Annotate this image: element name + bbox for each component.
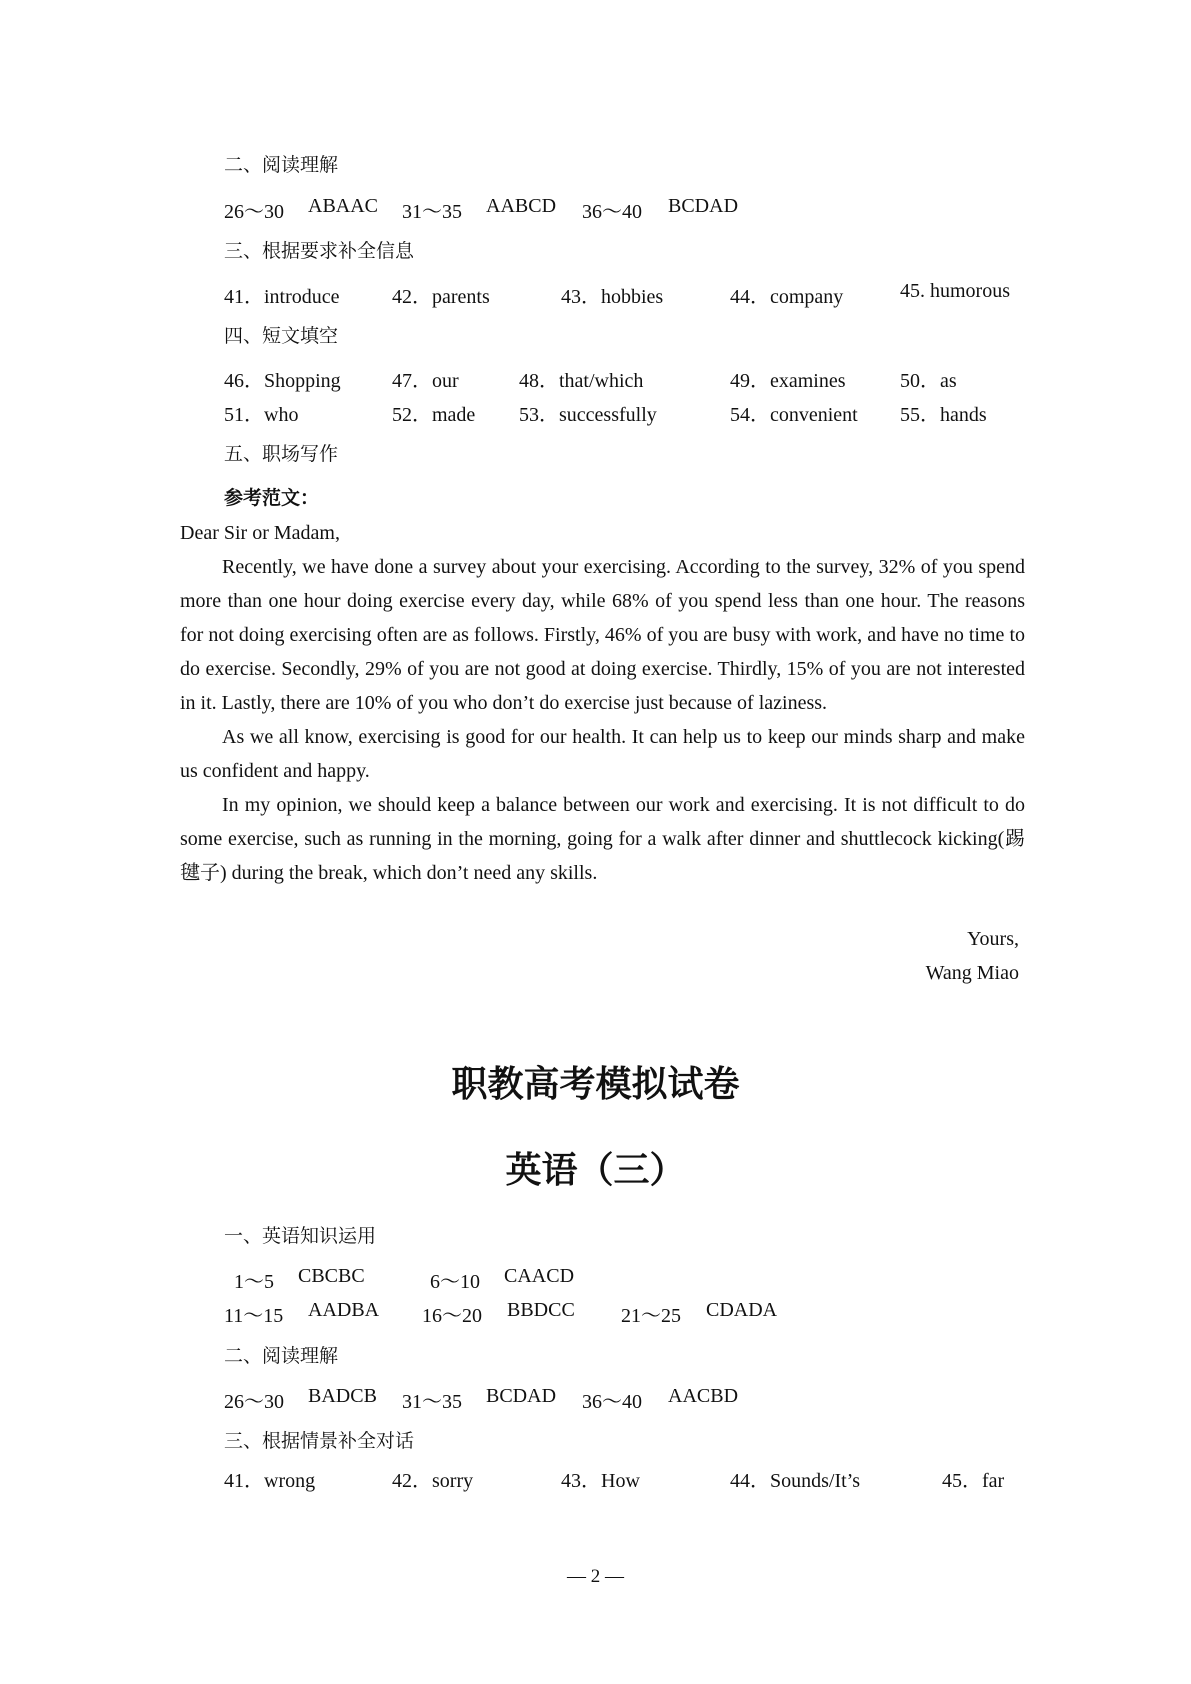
knowledge-heading: 一、英语知识运用	[224, 1225, 377, 1247]
answer-item: 45. humorous	[900, 280, 1010, 302]
info-heading: 三、根据要求补全信息	[224, 240, 415, 262]
answer-item: 44．company	[730, 286, 844, 308]
answer-item: 42．sorry	[392, 1470, 474, 1492]
answer-item: 53．successfully	[519, 404, 657, 426]
answer-range: 26～30	[224, 201, 284, 223]
exam-title: 职教高考模拟试卷	[451, 1063, 740, 1105]
answer-item: 50．as	[900, 370, 957, 392]
exam-subtitle: 英语（三）	[505, 1149, 686, 1191]
answer-item: 44．Sounds/It’s	[730, 1470, 861, 1492]
answer-range: 26～30	[224, 1391, 284, 1413]
writing-heading: 五、职场写作	[224, 443, 339, 465]
answer-item: 48．that/which	[519, 370, 644, 392]
signature: Wang Miao	[925, 962, 1019, 984]
answer-item: 51．who	[224, 404, 299, 426]
sample-label: 参考范文：	[224, 487, 320, 509]
sample-essay	[180, 516, 1025, 890]
answer-item: 46．Shopping	[224, 370, 341, 392]
answer-item: 43．hobbies	[561, 286, 664, 308]
answer-range: 31～35	[402, 201, 462, 223]
answer-range: 31～35	[402, 1391, 462, 1413]
answer-item: 54．convenient	[730, 404, 858, 426]
answer-range: 36～40	[582, 201, 642, 223]
answer-item: 47．our	[392, 370, 459, 392]
answer-key: AACBD	[668, 1385, 739, 1407]
answer-item: 49．examines	[730, 370, 846, 392]
answer-item: 42．parents	[392, 286, 490, 308]
answer-item: 45．far	[942, 1470, 1005, 1492]
essay-paragraph-1: Recently, we have done a survey about your exercising. According to the survey, 32% of you spend more than one hour doing exercise every day, while 68% of you spend less than one hour. The reasons for not doing exercising often are as follows. Firstly, 46% of you are busy with work, and have no time to do exercise. Secondly, 29% of you are not good at doing exercise. Thirdly, 15% of you are not interested in it. Lastly, there are 10% of you who don’t do exercise just because of laziness.	[180, 556, 1025, 714]
answer-range: 16～20	[422, 1305, 482, 1327]
answer-range: 1～5	[234, 1271, 274, 1293]
answer-key: CBCBC	[298, 1265, 365, 1287]
cloze-heading: 四、短文填空	[224, 325, 339, 347]
answer-item: 55．hands	[900, 404, 987, 426]
answer-key: AADBA	[308, 1299, 380, 1321]
essay-paragraph-3: In my opinion, we should keep a balance between our work and exercising. It is not difficult to do some exercise, such as running in the morning, going for a walk after dinner and shuttlecock kicking(踢毽子) during the break, which don’t need any skills.	[180, 794, 1025, 884]
reading-heading-1: 二、阅读理解	[224, 154, 339, 176]
answer-key: BBDCC	[507, 1299, 575, 1321]
reading-heading-2: 二、阅读理解	[224, 1345, 339, 1367]
answer-key: BCDAD	[486, 1385, 557, 1407]
answer-item: 41．introduce	[224, 286, 340, 308]
answer-key: ABAAC	[308, 195, 379, 217]
answer-range: 6～10	[430, 1271, 480, 1293]
answer-key: BADCB	[308, 1385, 377, 1407]
answer-key: AABCD	[486, 195, 557, 217]
answer-key: BCDAD	[668, 195, 739, 217]
essay-paragraph-2: As we all know, exercising is good for our health. It can help us to keep our minds sharp and make us confident and happy.	[180, 726, 1025, 782]
answer-range: 36～40	[582, 1391, 642, 1413]
page-number: — 2 —	[567, 1566, 624, 1587]
answer-key: CDADA	[706, 1299, 778, 1321]
answer-item: 52．made	[392, 404, 476, 426]
answer-key: CAACD	[504, 1265, 575, 1287]
closing: Yours,	[967, 928, 1019, 950]
salutation: Dear Sir or Madam,	[180, 522, 340, 544]
dialogue-heading: 三、根据情景补全对话	[224, 1430, 415, 1452]
answer-item: 41．wrong	[224, 1470, 316, 1492]
answer-range: 21～25	[621, 1305, 681, 1327]
answer-range: 11～15	[224, 1305, 284, 1327]
answer-item: 43．How	[561, 1470, 640, 1492]
